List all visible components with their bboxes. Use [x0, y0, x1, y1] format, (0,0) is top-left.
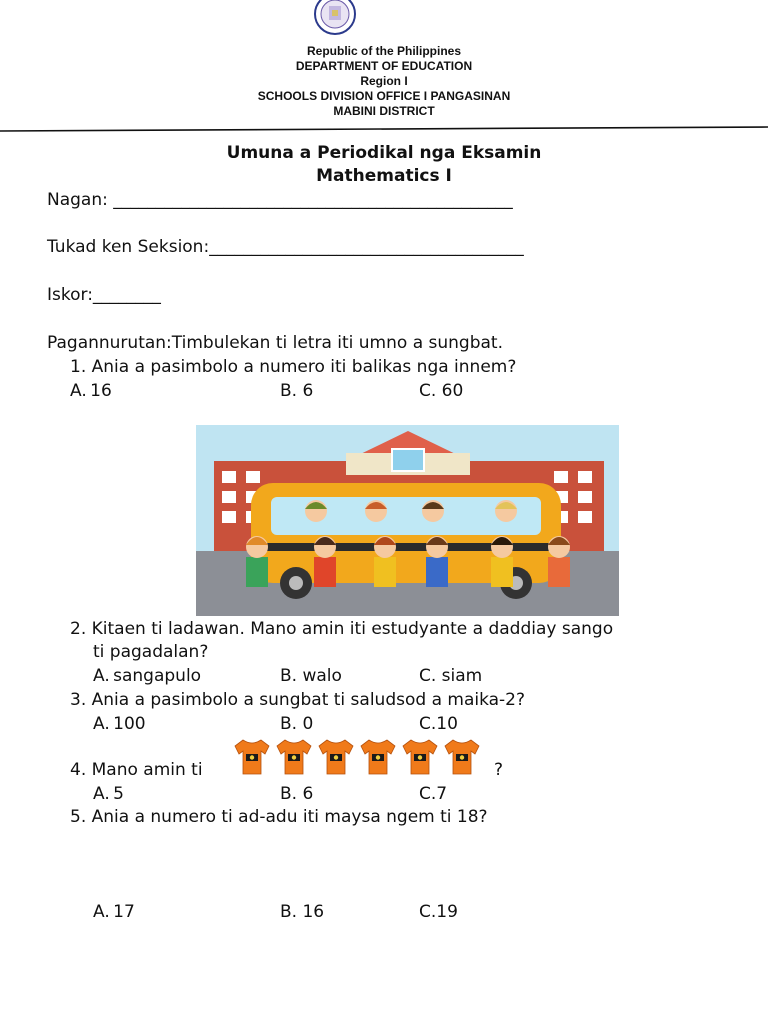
- tshirt-icon: [441, 736, 481, 776]
- q2-option-c[interactable]: C. siam: [419, 666, 483, 686]
- q5-option-c[interactable]: C.19: [419, 902, 458, 922]
- header-division: SCHOOLS DIVISION OFFICE I PANGASINAN: [257, 89, 511, 103]
- q2-option-a[interactable]: A. sangapulo: [93, 666, 202, 686]
- question-2-line1: 2. Kitaen ti ladawan. Mano amin iti estudyante a daddiay sango: [70, 619, 614, 639]
- question-5: 5. Ania a numero ti ad-adu iti maysa ngem ti 18?: [70, 807, 488, 827]
- tshirt-icon: [357, 736, 397, 776]
- header-region: Region I: [360, 74, 408, 88]
- q4-option-c[interactable]: C.7: [419, 784, 448, 804]
- q5-option-a[interactable]: A. 17: [93, 902, 135, 922]
- q4-option-a[interactable]: A. 5: [93, 784, 124, 804]
- tshirt-row: [231, 736, 483, 778]
- header-district: MABINI DISTRICT: [333, 104, 435, 118]
- score-field[interactable]: Iskor:________: [47, 285, 161, 305]
- tshirt-icon: [231, 736, 271, 776]
- tshirt-icon: [273, 736, 313, 776]
- q1-option-b[interactable]: B. 6: [280, 381, 314, 401]
- header-divider: [0, 126, 768, 132]
- q3-option-a[interactable]: A. 100: [93, 714, 146, 734]
- header-republic: Republic of the Philippines: [306, 44, 461, 58]
- q4-option-b[interactable]: B. 6: [280, 784, 314, 804]
- q5-option-b[interactable]: B. 16: [280, 902, 325, 922]
- tshirt-icon: [399, 736, 439, 776]
- question-4: 4. Mano amin ti: [70, 760, 203, 780]
- question-4-suffix: ?: [494, 760, 504, 780]
- q3-option-b[interactable]: B. 0: [280, 714, 314, 734]
- q3-option-c[interactable]: C.10: [419, 714, 458, 734]
- name-field[interactable]: Nagan: _______________________________________________: [47, 190, 513, 210]
- question-1: 1. Ania a pasimbolo a numero iti balikas nga innem?: [70, 357, 517, 377]
- tshirt-icon: [315, 736, 355, 776]
- question-3: 3. Ania a pasimbolo a sungbat ti saludsod a maika-2?: [70, 690, 526, 710]
- q1-option-c[interactable]: C. 60: [419, 381, 464, 401]
- q1-option-a[interactable]: A. 16: [70, 381, 112, 401]
- question-2-line2: ti pagadalan?: [93, 642, 209, 662]
- grade-section-field[interactable]: Tukad ken Seksion:_____________________________________: [47, 237, 524, 257]
- q2-option-b[interactable]: B. walo: [280, 666, 342, 686]
- students-bus-picture: [196, 425, 619, 616]
- header-department: DEPARTMENT OF EDUCATION: [295, 59, 473, 73]
- exam-title: Umuna a Periodikal nga Eksamin: [226, 143, 542, 163]
- instructions: Pagannurutan:Timbulekan ti letra iti umno a sungbat.: [47, 333, 503, 353]
- exam-subject: Mathematics I: [316, 166, 452, 186]
- deped-seal-icon: [307, 0, 363, 36]
